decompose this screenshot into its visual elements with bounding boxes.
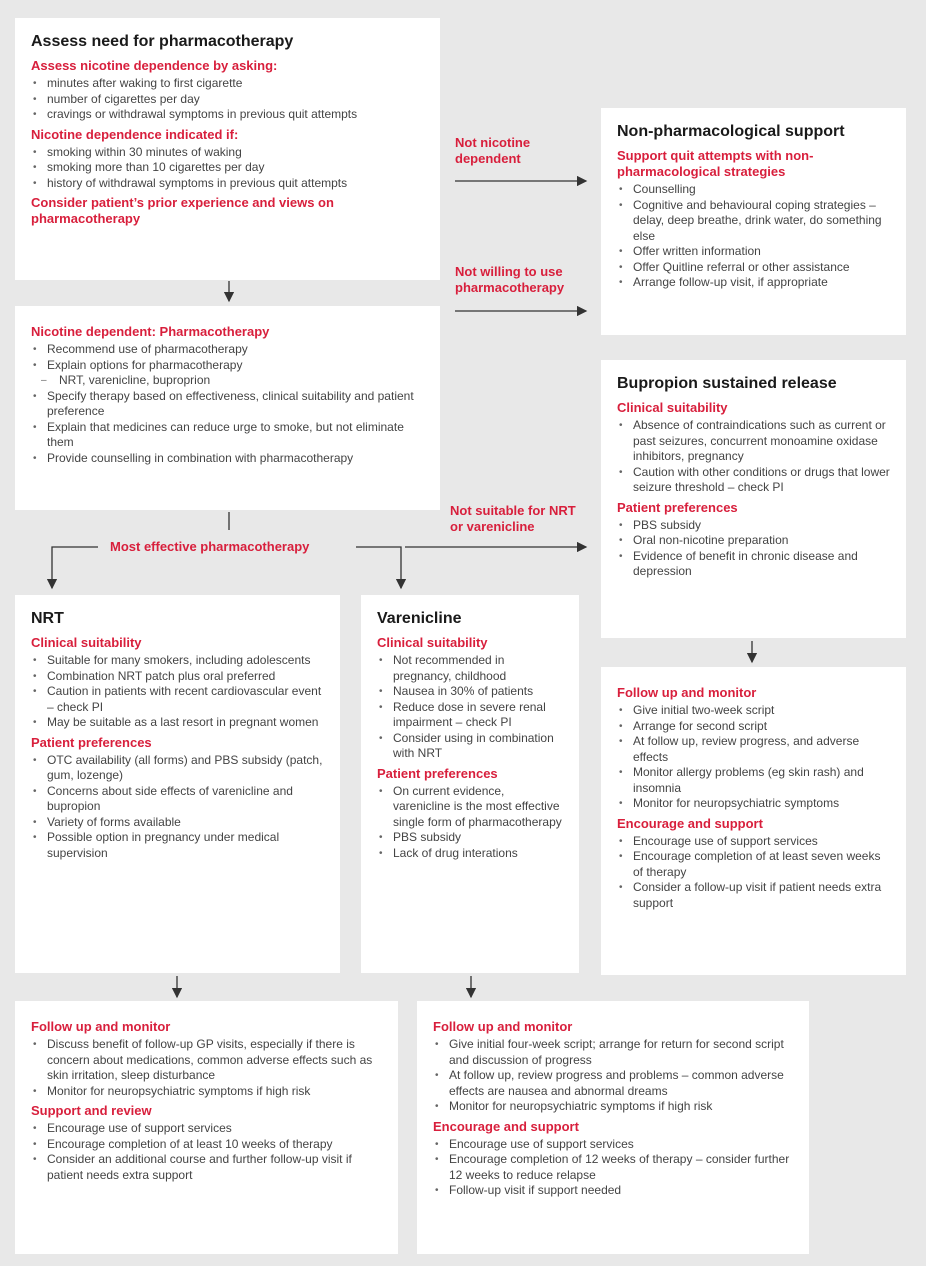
list-item: • Offer Quitline referral or other assistance bbox=[617, 260, 890, 276]
list-item: • OTC availability (all forms) and PBS subsidy (patch, gum, lozenge) bbox=[31, 753, 324, 784]
list-item: • Arrange for second script bbox=[617, 719, 890, 735]
nrt-list2 bbox=[31, 753, 324, 862]
list-item: • Encourage use of support services bbox=[31, 1121, 382, 1137]
list-item: • Encourage completion of at least seven weeks of therapy bbox=[617, 849, 890, 880]
list-item: • Reduce dose in severe renal impairment – check PI bbox=[377, 700, 563, 731]
list-item: • smoking within 30 minutes of waking bbox=[31, 145, 424, 161]
list-item: • Caution with other conditions or drugs that lower seizure threshold – check PI bbox=[617, 465, 890, 496]
assess-list1 bbox=[31, 76, 424, 123]
label-not-willing: Not willing to use pharmacotherapy bbox=[455, 264, 565, 295]
varenicline-list1 bbox=[377, 653, 563, 762]
list-item: • Specify therapy based on effectiveness, clinical suitability and patient preference bbox=[31, 389, 424, 420]
bupropion-sub1: Clinical suitability bbox=[617, 400, 728, 415]
list-item: • minutes after waking to first cigarette bbox=[31, 76, 424, 92]
nonpharm-list bbox=[617, 182, 890, 291]
list-item: • Offer written information bbox=[617, 244, 890, 260]
assess-list2 bbox=[31, 145, 424, 192]
list-item: • Counselling bbox=[617, 182, 890, 198]
list-item: • Evidence of benefit in chronic disease and depression bbox=[617, 549, 890, 580]
label-not-suitable: Not suitable for NRT or varenicline bbox=[450, 503, 576, 534]
list-item: • Oral non-nicotine preparation bbox=[617, 533, 890, 549]
assess-sub1: Assess nicotine dependence by asking: bbox=[31, 58, 278, 73]
list-item: • Caution in patients with recent cardiovascular event – check PI bbox=[31, 684, 324, 715]
nrt-follow-box bbox=[15, 1001, 398, 1254]
assess-title: Assess need for pharmacotherapy bbox=[31, 33, 294, 50]
nrt-sub1: Clinical suitability bbox=[31, 635, 142, 650]
nrt-sub2: Patient preferences bbox=[31, 734, 152, 750]
nonpharm-sub: Support quit attempts with non-pharmacological strategies bbox=[617, 148, 814, 179]
bupropion-sub2: Patient preferences bbox=[617, 499, 738, 515]
list-item: • PBS subsidy bbox=[617, 518, 890, 534]
list-item: • Give initial four-week script; arrange for return for second script and discussion of progress bbox=[433, 1037, 793, 1068]
list-item: • Variety of forms available bbox=[31, 815, 324, 831]
bup-follow-list1 bbox=[617, 703, 890, 812]
assess-sub2: Nicotine dependence indicated if: bbox=[31, 126, 239, 142]
list-item: • Consider an additional course and further follow-up visit if patient needs extra support bbox=[31, 1152, 382, 1183]
nrt-follow-sub2: Support and review bbox=[31, 1103, 152, 1118]
list-item: • Concerns about side effects of varenicline and bupropion bbox=[31, 784, 324, 815]
varenicline-box bbox=[361, 595, 579, 973]
varenicline-follow-box bbox=[417, 1001, 809, 1254]
bupropion-title: Bupropion sustained release bbox=[617, 375, 837, 392]
var-follow-list2 bbox=[433, 1137, 793, 1199]
dependent-sub: Nicotine dependent: Pharmacotherapy bbox=[31, 324, 270, 339]
list-item: • Lack of drug interations bbox=[377, 846, 563, 862]
list-item: • Explain options for pharmacotherapy bbox=[31, 358, 424, 374]
list-item: • Encourage use of support services bbox=[617, 834, 890, 850]
list-item: • Monitor for neuropsychiatric symptoms if high risk bbox=[433, 1099, 793, 1115]
list-item: • Encourage use of support services bbox=[433, 1137, 793, 1153]
var-follow-sub2: Encourage and support bbox=[433, 1118, 579, 1134]
list-item: – NRT, varenicline, buproprion bbox=[31, 373, 424, 389]
var-follow-sub1: Follow up and monitor bbox=[433, 1019, 573, 1034]
list-item: • On current evidence, varenicline is the most effective single form of pharmacotherapy bbox=[377, 784, 563, 831]
bupropion-list2 bbox=[617, 518, 890, 580]
list-item: • Provide counselling in combination with pharmacotherapy bbox=[31, 451, 424, 467]
varenicline-title: Varenicline bbox=[377, 610, 462, 627]
arrow-to-nrt bbox=[52, 547, 98, 588]
list-item: • Explain that medicines can reduce urge to smoke, but not eliminate them bbox=[31, 420, 424, 451]
list-item: • number of cigarettes per day bbox=[31, 92, 424, 108]
list-item: • At follow up, review progress, and adverse effects bbox=[617, 734, 890, 765]
list-item: • smoking more than 10 cigarettes per day bbox=[31, 160, 424, 176]
list-item: • At follow up, review progress and problems – common adverse effects are nausea and abnormal dreams bbox=[433, 1068, 793, 1099]
list-item: • Cognitive and behavioural coping strategies – delay, deep breathe, drink water, do something else bbox=[617, 198, 890, 245]
list-item: • Arrange follow-up visit, if appropriate bbox=[617, 275, 890, 291]
list-item: • Recommend use of pharmacotherapy bbox=[31, 342, 424, 358]
varenicline-list2 bbox=[377, 784, 563, 862]
list-item: • Monitor for neuropsychiatric symptoms bbox=[617, 796, 890, 812]
dependent-list bbox=[31, 342, 424, 466]
label-most-effective: Most effective pharmacotherapy bbox=[110, 539, 310, 554]
list-item: • Encourage completion of 12 weeks of therapy – consider further 12 weeks to reduce relapse bbox=[433, 1152, 793, 1183]
nrt-list1 bbox=[31, 653, 324, 731]
list-item: • Encourage completion of at least 10 weeks of therapy bbox=[31, 1137, 382, 1153]
nonpharm-title: Non-pharmacological support bbox=[617, 123, 845, 140]
list-item: • May be suitable as a last resort in pregnant women bbox=[31, 715, 324, 731]
bup-follow-sub2: Encourage and support bbox=[617, 815, 763, 831]
list-item: • Combination NRT patch plus oral preferred bbox=[31, 669, 324, 685]
bup-follow-sub1: Follow up and monitor bbox=[617, 685, 757, 700]
list-item: • Monitor for neuropsychiatric symptoms if high risk bbox=[31, 1084, 382, 1100]
list-item: • Suitable for many smokers, including adolescents bbox=[31, 653, 324, 669]
bup-follow-list2 bbox=[617, 834, 890, 912]
label-not-dependent: Not nicotine dependent bbox=[455, 135, 531, 166]
nonpharm-box bbox=[601, 108, 906, 335]
nrt-box bbox=[15, 595, 340, 973]
list-item: • Discuss benefit of follow-up GP visits, especially if there is concern about medications, common adverse effects such as skin irritation, sleep disturbance bbox=[31, 1037, 382, 1084]
varenicline-sub2: Patient preferences bbox=[377, 765, 498, 781]
nrt-title: NRT bbox=[31, 610, 64, 627]
list-item: • PBS subsidy bbox=[377, 830, 563, 846]
nrt-follow-list1 bbox=[31, 1037, 382, 1099]
bupropion-follow-box bbox=[601, 667, 906, 975]
nrt-follow-list2 bbox=[31, 1121, 382, 1183]
list-item: • Absence of contraindications such as current or past seizures, concurrent monoamine oxidase inhibitors, pregnancy bbox=[617, 418, 890, 465]
nrt-follow-sub1: Follow up and monitor bbox=[31, 1019, 171, 1034]
dependent-box bbox=[15, 306, 440, 510]
arrow-to-varenicline bbox=[356, 547, 401, 588]
list-item: • Possible option in pregnancy under medical supervision bbox=[31, 830, 324, 861]
list-item: • Follow-up visit if support needed bbox=[433, 1183, 793, 1199]
varenicline-sub1: Clinical suitability bbox=[377, 635, 488, 650]
list-item: • Monitor allergy problems (eg skin rash) and insomnia bbox=[617, 765, 890, 796]
list-item: • Give initial two-week script bbox=[617, 703, 890, 719]
assess-sub3: Consider patient’s prior experience and views on pharmacotherapy bbox=[31, 195, 334, 226]
assess-box bbox=[15, 18, 440, 280]
list-item: • Consider a follow-up visit if patient needs extra support bbox=[617, 880, 890, 911]
bupropion-box bbox=[601, 360, 906, 638]
list-item: • history of withdrawal symptoms in previous quit attempts bbox=[31, 176, 424, 192]
list-item: • Consider using in combination with NRT bbox=[377, 731, 563, 762]
bupropion-list1 bbox=[617, 418, 890, 496]
var-follow-list1 bbox=[433, 1037, 793, 1115]
list-item: • cravings or withdrawal symptoms in previous quit attempts bbox=[31, 107, 424, 123]
list-item: • Nausea in 30% of patients bbox=[377, 684, 563, 700]
list-item: • Not recommended in pregnancy, childhood bbox=[377, 653, 563, 684]
